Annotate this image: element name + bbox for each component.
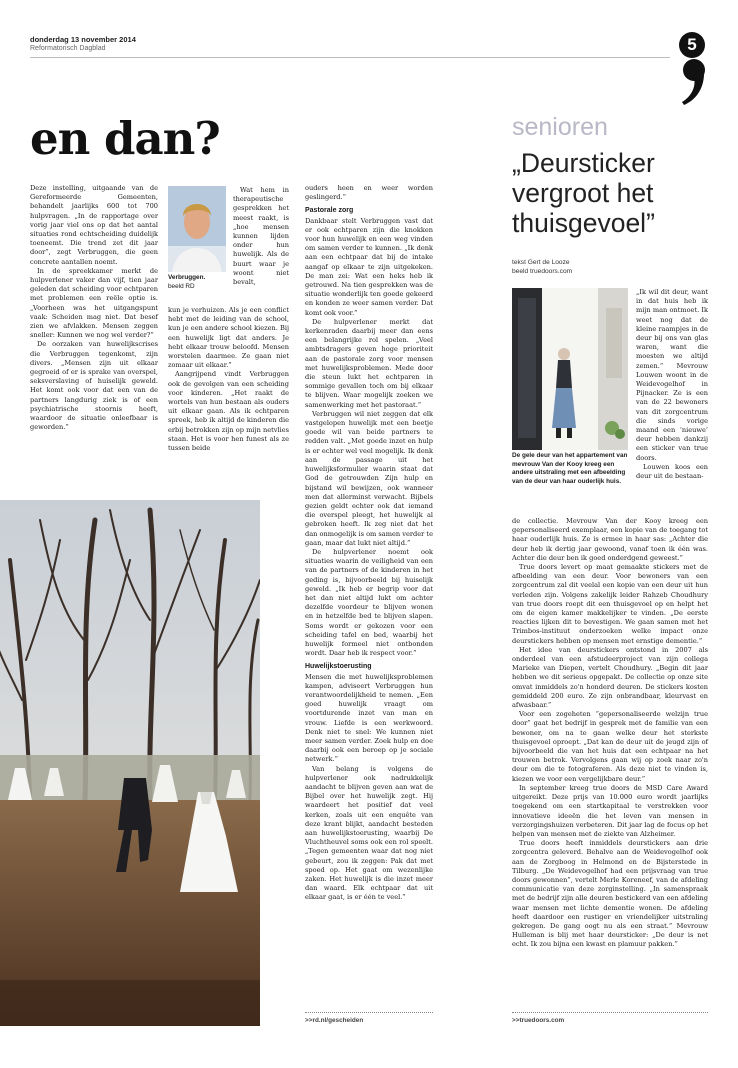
footer-rule-right <box>512 1012 708 1013</box>
portrait-caption-name: Verbruggen. <box>168 274 206 281</box>
paragraph: ouders heen en weer worden geslingerd.” <box>305 184 433 202</box>
byline-text: tekst Gert de Looze <box>512 259 570 266</box>
paragraph: de collectie. Mevrouw Van der Kooy kreeg een gepersonaliseerd exemplaar, een kopie van de toegang tot haar ouderlijk huis. Ze is ermee in haar sas: „Achter die deur heb ik dertig jaar gewoond, vanaf toen ik één was. Achter die deur ben ik goed onderdgend geweest.” <box>512 517 708 562</box>
paragraph: Dankbaar stelt Verbruggen vast dat er ook echtparen zijn die knokken voor hun huwelijk en een weg vinden om samen verder te kunnen. „Ik denk aan een echtpaar dat bij de intake aangaf op elkaar te zijn uitgekeken. De man zei: Wat een heks heb ik getrouwd. Na tien gesprekken was de situatie wonderlijk ten goede gekeerd en konden ze weer samen verder. Dat komt ook voor.” <box>305 216 433 317</box>
right-column-wrap <box>636 288 708 481</box>
article-column-2 <box>168 306 289 453</box>
paragraph: In september kreeg true doors de MSD Care Award uitgereikt. Deze prijs van 10.000 euro wordt jaarlijks toegekend om een startkapitaal te verstrekken voor innovatieve ideeën die het leven van mensen in verzorgingshuizen verbeteren. Dit jaar lag de focus op het helpen van mensen met de ziekte van Alzheimer. <box>512 783 708 838</box>
newspaper-name: Reformatorisch Dagblad <box>30 45 106 52</box>
portrait-caption-credit: beeld RD <box>168 282 195 290</box>
door-photo-caption: De gele deur van het appartement van mevrouw Van der Kooy kreeg een andere uitstraling met een afbeelding van de deur van haar ouderlijk huis. <box>512 452 628 485</box>
article-column-2-wrap <box>233 186 289 287</box>
paragraph: Louwen koos een deur uit de bestaan- <box>636 462 708 481</box>
section-label: senioren <box>512 113 608 141</box>
article-photo-door <box>512 288 628 450</box>
paragraph: Wat hem in therapeutische gesprekken het meest raakt, is „hoe mensen kunnen lijden onder hun huwelijk. Als de buurt waar je woont niet bevalt, <box>233 186 289 287</box>
paragraph: Aangrijpend vindt Verbruggen ook de gevolgen van een scheiding voor kinderen. „Het raakt de wortels van hun bestaan als ouders uit elkaar gaan. Als ik echtparen spreek, heb ik altijd de kinderen die erbij betrokken zijn op mijn netvlies staan. Het is voor hen funest als ze tussen beide <box>168 370 289 453</box>
article-column-3 <box>305 184 433 903</box>
paragraph: Verbruggen wil niet zeggen dat elk vastgelopen huwelijk met een beetje goede wil van beide partners te redden valt. „Met goede inzet en hulp is er echter wel veel mogelijk. Ik denk aan de passage uit het huwelijksformulier waarin staat dat God de getrouwden Zijn hulp en bijstand wil bewijzen, ook wanneer men dat allerminst verwacht. Bijbels gezien geldt echter ook dat iemand die overspel pleegt, het huwelijk al gebroken heeft. Ik zeg niet dat het dan onmogelijk is om samen verder te gaan, maar dat lukt niet altijd.” <box>305 409 433 547</box>
paragraph: „Ik wil dit deur, want in dat huis heb ik mijn man ontmoet. Ik weet nog dat de kleine raampjes in de deur bij ons van glas waren, want die moesten we altijd zemen.” Mevrouw Louwen woont in de Weidevogelhof in Pijnacker. Ze is een van de 22 bewoners van dit zorgcentrum die sinds vorige maand een ‘nieuwe’ deur hebben dankzij een sticker van true doors. <box>636 288 708 462</box>
footer-rule-left <box>305 1012 433 1013</box>
paragraph: Mensen die met huwelijksproblemen kampen, adviseert Verbruggen hun verantwoordelijkheid te nemen. „Een goed huwelijk vraagt om voortdurende inzet van man en vrouw. Liefde is een werkwoord. Denk niet te snel: We kunnen niet meer samen verder. Zoek hulp en doe daarbij ook een beroep op je sociale netwerk.” <box>305 672 433 764</box>
paragraph: Deze instelling, uitgaande van de Gereformeerde Gemeenten, behandelt jaarlijks 600 tot 700 hulpvragen. „In de rapportage over vorig jaar viel ons op dat het aantal situaties rond echtscheiding duidelijk toeneemt. Die trend zet dit jaar door”, zegt Verbruggen, die geen concrete aantallen noemt. <box>30 184 158 266</box>
article-column-1 <box>30 184 158 432</box>
issue-date: donderdag 13 november 2014 <box>30 35 136 44</box>
right-column-body <box>512 517 708 950</box>
paragraph: True doors levert op maat gemaakte stickers met de afbeelding van een deur. Voor bewoners van een zorgcentrum zal dit veelal een kopie van een deur uit hun verleden zijn. Volgens zakelijk leider Rahzeb Choudhury van true doors roept dit een thuisgevoel op en helpt het om de eigen kamer makkelijker te vinden. „De eerste reacties lijken dit te bevestigen. We gaan samen met het Trimbos-instituut onderzoeken welke impact onze deurstickers hebben op mensen met ernstige dementie.” <box>512 563 708 645</box>
paragraph: True doors heeft inmiddels deurstickers aan drie zorgcentra geleverd. Behalve aan de Weidevogelhof ook aan de Zorgboog in Helmond en de Bijsterstede in Tilburg. „De Weidevogelhof had een prijsvraag van true doors gewonnen”, vertelt Merle Koreneef, van de afdeling communicatie van deze zorginstelling. „In samenspraak met de bedrijf zijn alle deuren bestickerd van een afdeling waar mensen met lichte dementie wonen. De afdeling heeft daardoor een rustiger en vriendelijker uitstraling gekregen. De gang oogt nu als een straat.” Mevrouw Hulleman is blij met haar deursticker: „De deur is net echt. Ik zou bijna een kwast en plamuur pakken.” <box>512 839 708 949</box>
byline <box>512 258 572 276</box>
footer-link-truedoors[interactable]: >>truedoors.com <box>512 1017 565 1024</box>
paragraph: kun je verhuizen. Als je een conflict hebt met de leiding van de school, kun je een andere school kiezen. Bij een huwelijk ligt dat anders. Je hebt elkaar trouw beloofd. Mensen worstelen daarmee. Ze gaan niet zomaar uit elkaar.” <box>168 306 289 370</box>
portrait-photo <box>168 186 226 272</box>
portrait-caption <box>168 274 228 291</box>
byline-photo: beeld truedoors.com <box>512 268 573 275</box>
subheading-pastorale-zorg: Pastorale zorg <box>305 207 354 215</box>
article-headline: en dan? <box>30 112 220 165</box>
article-photo-suits-and-dresses <box>0 500 260 1026</box>
paragraph: Het idee van deurstickers ontstond in 2007 als onderdeel van een afstudeerproject van zijn collega Marieke van Diepen, vertelt Choudhury. „Begin dit jaar hebben we dit serieus opgepakt. De collectie op onze site omvat inmiddels zo'n honderd deuren. De stickers kosten gemiddeld 200 euro. Ze zijn onbrandbaar, kleurvast en afwasbaar.” <box>512 645 708 710</box>
comma-mark-icon <box>680 58 706 106</box>
page-number: 5 <box>679 32 705 58</box>
paragraph: De oorzaken van huwelijkscrises die Verbruggen tegenkomt, zijn divers. „Mensen zijn uit elkaar gegroeid of er is sprake van overspel, seksverslaving of huiselijk geweld. Het komt ook voor dat een van de partners langdurig ziek is of een psychiatrische stoornis heeft, waardoor de situatie onleefbaar is geworden.” <box>30 340 158 432</box>
header-rule <box>30 57 670 58</box>
paragraph: Voor een zogeheten “gepersonaliseerde welzijn true door” gaat het bedrijf in gesprek met de familie van een bewoner, om na te gaan welke deur het sterkste thuisgevoel oproept. „Dat kan de deur uit de jeugd zijn of bijvoorbeeld die van het huis dat een echtpaar na het trouwen betrok. Vervolgens gaan wij op zoek naar zo'n deur om die te fotograferen. Als deze niet te vinden is, kiezen we voor een vergelijkbare deur.” <box>512 710 708 783</box>
paragraph: De hulpverlener merkt dat kerkenraden daarbij meer dan eens een belangrijke rol spelen. „Veel ambtsdragers geven hoge prioriteit aan de pastorale zorg voor mensen met huwelijksproblemen. Mede door die steun lukt het echtparen in sommige gevallen toch om bij elkaar te blijven. Waar mogelijk zoeken we samenwerking met het pastoraat.” <box>305 317 433 409</box>
article-title: „Deursticker vergroot het thuisgevoel” <box>512 148 655 238</box>
paragraph: De hulpverlener noemt ook situaties waarin de veiligheid van een van de partners of de kinderen in het geding is, bijvoorbeeld bij huiselijk geweld. „Ik heb er begrip voor dat het dan niet altijd lukt om achter dezelfde voordeur te blijven wonen en in hetzelfde bed te blijven slapen. Soms wordt er gekozen voor een scheiding tafel en bed, waarbij het huwelijk formeel niet ontbonden wordt. Daar heb ik respect voor.” <box>305 547 433 658</box>
footer-link-gescheiden[interactable]: >>rd.nl/gescheiden <box>305 1017 364 1024</box>
subheading-huwelijkstoerusting: Huwelijkstoerusting <box>305 663 372 671</box>
paragraph: Van belang is volgens de hulpverlener ook nadrukkelijk aandacht te blijven geven aan wat de Bijbel over het huwelijk zegt. Hij waardeert het positief dat veel kerken, zoals uit een enquête van deze krant blijkt, aandacht besteden aan huwelijkstoerusting, waarbij De Vluchtheuvel soms ook een rol speelt. „Tegen gemeenten waar dat nog niet gebeurt, zou ik zeggen: Pak dat met spoed op. Het gaat om wezenlijke zaken. Het huwelijk is die inzet meer dan waard. Elk echtpaar dat uit elkaar gaat, is er één te veel.” <box>305 764 433 902</box>
paragraph: In de spreekkamer merkt de hulpverlener vaker dan vijf, tien jaar geleden dat scheiding voor echtparen met problemen een reële optie is. „Voorheen was het uitgangspunt vaak: Scheiden mag niet. Dat besef zien we afvlakken. Mensen zeggen sneller: Kunnen we nog wel verder?” <box>30 266 158 340</box>
